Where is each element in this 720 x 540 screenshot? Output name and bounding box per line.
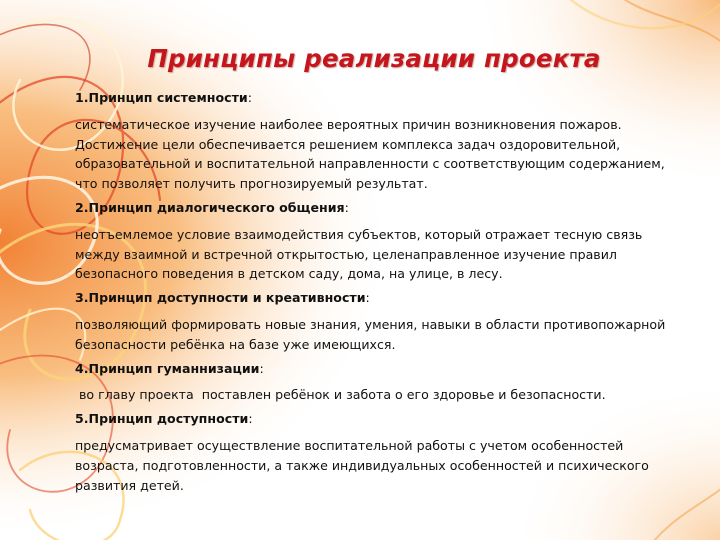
- principle-description: позволяющий формировать новые знания, умения, навыки в области противопожарной безопасности ребёнка на базе уже имеющихся.: [75, 316, 666, 352]
- principle-heading: [75, 198, 690, 218]
- principle-heading-text: 2.Принцип диалогического общения: [75, 199, 345, 215]
- principle-heading-colon: :: [365, 290, 370, 306]
- principle-heading-text: 3.Принцип доступности и креативности: [75, 290, 366, 306]
- principle-heading: [75, 88, 690, 108]
- principle-heading-colon: :: [248, 411, 253, 427]
- principle-description: неотъемлемое условие взаимодействия субъектов, который отражает тесную связь между взаимной и встречной открытостью, целенаправленное изучение правил безопасного поведения в детском саду, дома, на улице, в лесу.: [75, 226, 643, 282]
- principle-item: [75, 288, 690, 354]
- principle-item: [75, 198, 690, 284]
- principle-heading-colon: :: [259, 360, 264, 376]
- principle-item: [75, 359, 690, 406]
- slide-title: Принципы реализации проекта: [147, 44, 601, 73]
- principle-heading-colon: :: [247, 90, 252, 105]
- principle-heading-colon: :: [344, 199, 349, 215]
- principle-heading: [75, 409, 690, 429]
- principle-heading: [75, 359, 690, 379]
- principle-heading: [75, 288, 690, 308]
- principle-description: во главу проекта поставлен ребёнок и забота о его здоровье и безопасности.: [75, 387, 606, 403]
- principle-heading-text: 1.Принцип системности: [75, 90, 248, 105]
- principle-heading-text: 5.Принцип доступности: [75, 411, 249, 427]
- principle-description: систематическое изучение наиболее вероятных причин возникновения пожаров. Достижение цели обеспечивается решением комплекса задач оздоровительной, образовательной и воспитательной направленности с соответствующим содержанием, что позволяет получить прогнозируемый результат.: [75, 116, 665, 192]
- principle-item: [75, 88, 690, 194]
- principles-list: [75, 84, 690, 498]
- principle-item: [75, 409, 690, 495]
- principle-description: предусматривает осуществление воспитательной работы с учетом особенностей возраста, подготовленности, а также индивидуальных особенностей и психического развития детей.: [75, 437, 649, 493]
- principle-heading-text: 4.Принцип гуманнизации: [75, 360, 260, 376]
